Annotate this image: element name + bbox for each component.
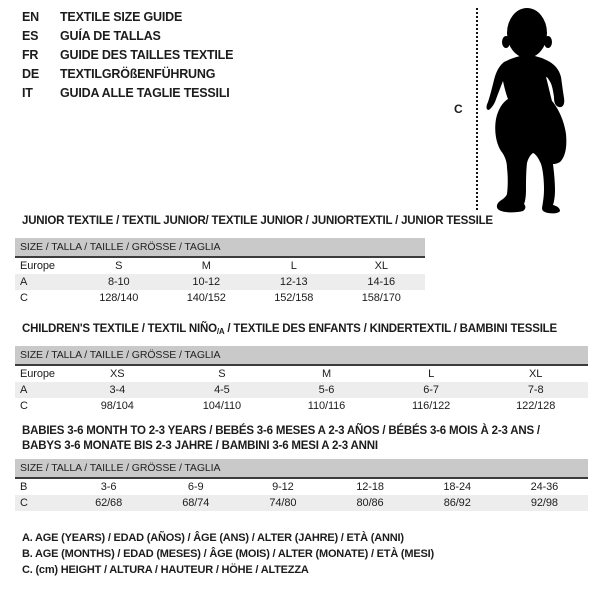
table-row — [15, 382, 588, 398]
language-row-fr — [22, 46, 233, 65]
row-label: C — [15, 495, 65, 511]
size-cell: M — [321, 368, 332, 380]
size-header-row — [15, 238, 425, 257]
size-header-label: SIZE / TALLA / TAILLE / GRÖSSE / TAGLIA — [15, 459, 588, 478]
height-cell: 110/116 — [307, 400, 346, 412]
legend-notes — [22, 530, 434, 578]
row-label: C — [20, 292, 28, 304]
childrens-textile-title — [22, 322, 557, 339]
language-row-en — [22, 8, 233, 27]
language-row-it — [22, 84, 233, 103]
height-cell: 128/140 — [99, 292, 139, 304]
age-cell: 3-4 — [65, 382, 170, 398]
age-cell: 4-5 — [170, 382, 275, 398]
height-cell: 152/158 — [274, 292, 314, 304]
size-header-label: SIZE / TALLA / TAILLE / GRÖSSE / TAGLIA — [15, 346, 588, 365]
age-cell: 12-13 — [250, 274, 338, 290]
height-cell: 86/92 — [414, 495, 501, 511]
guide-title-es: GUÍA DE TALLAS — [60, 29, 161, 43]
language-code: EN — [22, 10, 39, 24]
size-cell: L — [428, 368, 435, 380]
size-cell: M — [201, 260, 211, 272]
table-row — [15, 478, 588, 495]
age-cell: 18-24 — [443, 481, 472, 493]
size-cell: S — [115, 260, 123, 272]
baby-figure-area — [440, 0, 600, 218]
height-cell: 122/128 — [516, 400, 556, 412]
height-measure-dotted-line — [476, 8, 478, 210]
table-row — [15, 274, 425, 290]
toddler-silhouette-icon — [486, 4, 596, 216]
title-line-2: BABYS 3-6 MONATE BIS 2-3 JAHRE / BAMBINI 3-6 MESI A 2-3 ANNI — [22, 440, 378, 452]
table-row — [15, 257, 425, 274]
guide-title-de: TEXTILGRÖßENFÜHRUNG — [60, 67, 216, 81]
note-c-height-cm: C. (cm) HEIGHT / ALTURA / HAUTEUR / HÖHE / ALTEZZA — [22, 564, 309, 576]
height-cell: 116/122 — [411, 400, 451, 412]
language-code: IT — [22, 86, 33, 100]
guide-title-fr: GUIDE DES TAILLES TEXTILE — [60, 48, 234, 62]
height-cell: 62/68 — [65, 495, 152, 511]
language-code: FR — [22, 48, 39, 62]
guide-title-it: GUIDA ALLE TAGLIE TESSILI — [60, 86, 230, 100]
junior-textile-table — [15, 238, 425, 306]
title-text: CHILDREN'S TEXTILE / TEXTIL NIÑO — [22, 323, 217, 335]
age-cell: 12-18 — [356, 481, 384, 493]
height-measure-label: C — [454, 102, 463, 116]
height-cell: 98/104 — [100, 400, 134, 412]
guide-title-en: TEXTILE SIZE GUIDE — [60, 10, 183, 24]
babies-textile-table — [15, 459, 588, 511]
age-cell: 3-6 — [100, 481, 117, 493]
age-cell: 8-10 — [75, 274, 163, 290]
age-cell: 9-12 — [272, 481, 294, 493]
size-cell: XL — [529, 368, 543, 380]
row-label: A — [15, 274, 75, 290]
height-cell: 140/152 — [186, 292, 226, 304]
height-cell: 74/80 — [239, 495, 326, 511]
size-header-row — [15, 459, 588, 478]
height-cell: 92/98 — [501, 495, 588, 511]
title-subscript: /A — [216, 327, 225, 336]
table-row — [15, 365, 588, 382]
age-cell: 5-6 — [274, 382, 379, 398]
note-b-age-months: B. AGE (MONTHS) / EDAD (MESES) / ÂGE (MOIS) / ALTER (MONATE) / ETÀ (MESI) — [22, 548, 434, 560]
height-cell: 80/86 — [326, 495, 413, 511]
row-label: C — [20, 400, 28, 412]
babies-textile-title — [22, 424, 540, 454]
table-row — [15, 495, 588, 511]
row-label: B — [20, 481, 28, 493]
size-cell: XS — [110, 368, 125, 380]
junior-textile-title: JUNIOR TEXTILE / TEXTIL JUNIOR/ TEXTILE JUNIOR / JUNIORTEXTIL / JUNIOR TESSILE — [22, 215, 493, 227]
size-header-row — [15, 346, 588, 365]
row-label: Europe — [20, 260, 55, 272]
language-code: DE — [22, 67, 39, 81]
table-row — [15, 290, 425, 306]
height-cell: 104/110 — [202, 400, 242, 412]
language-row-de — [22, 65, 233, 84]
age-cell: 7-8 — [483, 382, 588, 398]
language-row-es — [22, 27, 233, 46]
height-cell: 68/74 — [152, 495, 239, 511]
note-a-age-years: A. AGE (YEARS) / EDAD (AÑOS) / ÂGE (ANS) / ALTER (JAHRE) / ETÀ (ANNI) — [22, 532, 404, 544]
title-text: / TEXTILE DES ENFANTS / KINDERTEXTIL / BAMBINI TESSILE — [224, 323, 557, 335]
language-code: ES — [22, 29, 39, 43]
height-cell: 158/170 — [361, 292, 401, 304]
row-label: A — [15, 382, 65, 398]
age-cell: 6-7 — [379, 382, 484, 398]
language-title-list — [22, 8, 233, 103]
age-cell: 10-12 — [163, 274, 251, 290]
row-label: Europe — [20, 368, 55, 380]
table-row — [15, 398, 588, 414]
size-cell: L — [290, 260, 297, 272]
size-cell: S — [218, 368, 226, 380]
size-cell: XL — [374, 260, 388, 272]
childrens-textile-table — [15, 346, 588, 414]
age-cell: 14-16 — [338, 274, 426, 290]
title-line-1: BABIES 3-6 MONTH TO 2-3 YEARS / BEBÉS 3-6 MESES A 2-3 AÑOS / BÉBÉS 3-6 MOIS À 2-3 ANS / — [22, 425, 540, 437]
age-cell: 24-36 — [530, 481, 559, 493]
size-header-label: SIZE / TALLA / TAILLE / GRÖSSE / TAGLIA — [15, 238, 425, 257]
age-cell: 6-9 — [187, 481, 204, 493]
